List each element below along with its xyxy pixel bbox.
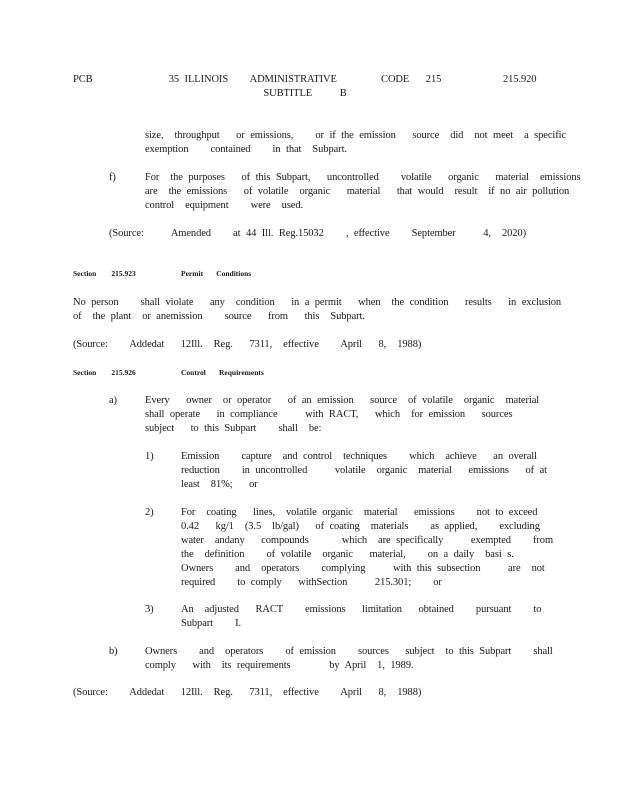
sub-2-label: 2) — [145, 507, 154, 518]
section-923-title: Permit Conditions — [181, 269, 252, 278]
source-note-923: (Source: Addedat 12Ill. Reg. 7311, effective April 8, 1988) — [73, 339, 422, 350]
item-f-line: For the purposes of this Subpart, uncontrolled volatile organic material emissions — [145, 172, 581, 183]
item-a-label: a) — [109, 395, 117, 406]
sub-2-line: 0.42 kg/1 (3.5 lb/gal) of coating materials as applied, excluding — [181, 521, 540, 532]
continuation-line: exemption contained in that Subpart. — [145, 144, 347, 155]
header-left: PCB — [73, 74, 93, 85]
item-b-line: Owners and operators of emission sources subject to this Subpart shall — [145, 646, 553, 657]
sub-2-line: For coating lines, volatile organic material emissions not to exceed — [181, 507, 538, 518]
sub-3-line: Subpart I. — [181, 618, 241, 629]
sub-1-label: 1) — [145, 451, 154, 462]
sub-3-line: An adjusted RACT emissions limitation obtained pursuant to — [181, 604, 542, 615]
continuation-line: size, throughput or emissions, or if the emission source did not meet a specific — [145, 130, 566, 141]
header-section-number: 215.920 — [503, 74, 537, 85]
item-f-line: control equipment were used. — [145, 200, 304, 211]
item-b-line: comply with its requirements by April 1, 1989. — [145, 660, 414, 671]
item-b-label: b) — [109, 646, 118, 657]
header-subtitle: SUBTITLE B — [263, 88, 347, 99]
sub-2-line: Owners and operators complying with this subsection are not — [181, 563, 545, 574]
sub-1-line: reduction in uncontrolled volatile organic material emissions of at — [181, 465, 547, 476]
header-title: 35 ILLINOIS ADMINISTRATIVE CODE 215 — [168, 74, 442, 85]
source-note-926: (Source: Addedat 12Ill. Reg. 7311, effective April 8, 1988) — [73, 687, 422, 698]
item-a-line: subject to this Subpart shall be: — [145, 423, 322, 434]
item-f-line: are the emissions of volatile organic material that would result if no air pollution — [145, 186, 570, 197]
section-923-number: Section 215.923 — [73, 269, 136, 278]
sub-1-line: least 81%; or — [181, 479, 258, 490]
item-f-label: f) — [109, 172, 116, 183]
sub-1-line: Emission capture and control techniques which achieve an overall — [181, 451, 537, 462]
sub-2-line: water andany compounds which are specifically exempted from — [181, 535, 554, 546]
section-923-body-line: of the plant or anemission source from this Subpart. — [73, 311, 365, 322]
section-926-title: Control Requirements — [181, 368, 264, 377]
sub-3-label: 3) — [145, 604, 154, 615]
section-923-body-line: No person shall violate any condition in a permit when the condition results in exclusion — [73, 297, 562, 308]
section-926-number: Section 215.926 — [73, 368, 136, 377]
source-note-920: (Source: Amended at 44 Ill. Reg.15032 , effective September 4, 2020) — [109, 228, 526, 239]
item-a-line: shall operate in compliance with RACT, which for emission sources — [145, 409, 513, 420]
sub-2-line: required to comply withSection 215.301; or — [181, 577, 442, 588]
item-a-line: Every owner or operator of an emission source of volatile organic material — [145, 395, 540, 406]
sub-2-line: the definition of volatile organic material, on a daily basi s. — [181, 549, 514, 560]
